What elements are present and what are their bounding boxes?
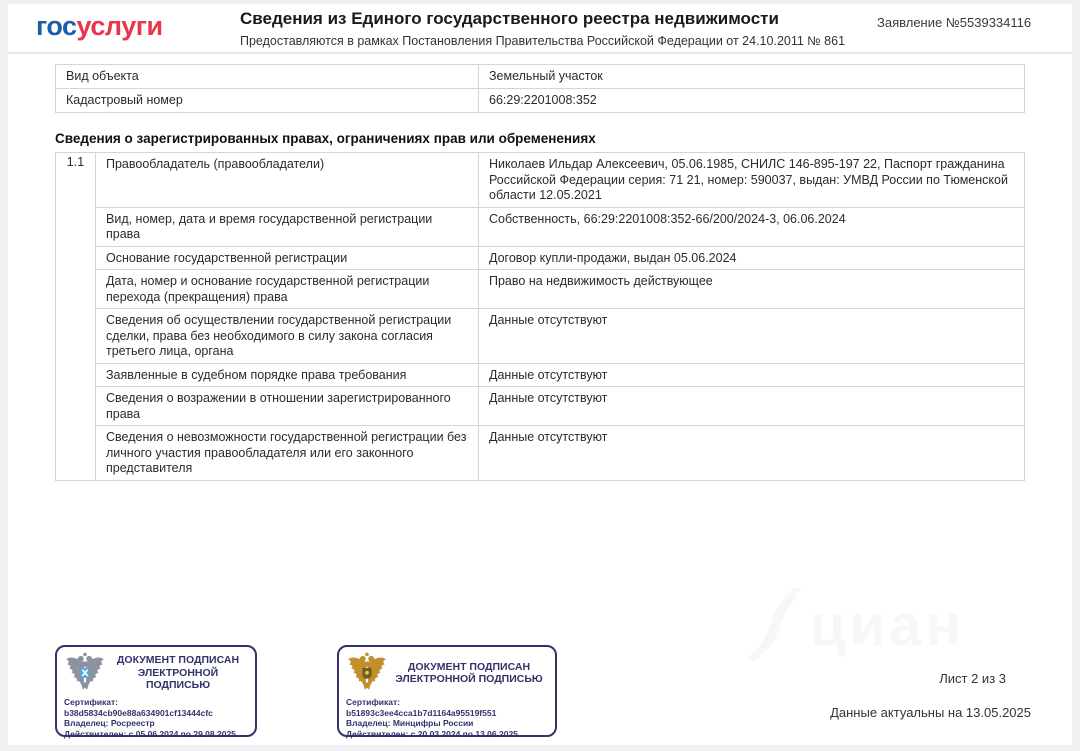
rights-table: [55, 152, 1025, 481]
stamp-title: ДОКУМЕНТ ПОДПИСАН ЭЛЕКТРОННОЙ ПОДПИСЬЮ: [116, 654, 240, 692]
item-number: 1.1: [56, 153, 96, 481]
watermark-text: [810, 592, 965, 659]
stamp-top: [57, 647, 255, 695]
row-value: Данные отсутствуют: [479, 387, 1025, 426]
cian-watermark: [740, 585, 965, 665]
object-table-row: [56, 65, 1025, 89]
stamp-certificate: Сертификат: b38d5834cb90e88a634901cf13444cfc: [64, 697, 213, 718]
rights-table-row: [56, 153, 1025, 208]
row-value: Земельный участок: [479, 65, 1025, 89]
signature-stamp-mincifry: [337, 645, 557, 737]
row-value: Собственность, 66:29:2201008:352-66/200/2024-3, 06.06.2024: [479, 207, 1025, 246]
row-value: Данные отсутствуют: [479, 309, 1025, 364]
row-label: Кадастровый номер: [56, 89, 479, 113]
row-label: Сведения об осуществлении государственной регистрации сделки, права без необходимого в силу закона согласия третьего лица, органа: [96, 309, 479, 364]
row-value: Данные отсутствуют: [479, 363, 1025, 387]
rights-table-row: [56, 309, 1025, 364]
rights-table-row: [56, 207, 1025, 246]
logo-part-red: услуги: [76, 11, 163, 41]
row-value: 66:29:2201008:352: [479, 89, 1025, 113]
stamp-details: [57, 695, 255, 739]
stamp-owner: Владелец: Росреестр: [64, 718, 155, 728]
row-label: Сведения о невозможности государственной регистрации без личного участия правообладателя или его законного представителя: [96, 426, 479, 481]
stamp-validity: Действителен: с 05.06.2024 по 29.08.2025: [64, 728, 236, 739]
stamp-owner: Владелец: Минцифры России: [346, 718, 474, 728]
object-info-table: [55, 64, 1025, 113]
signature-stamp-rosreestr: [55, 645, 257, 737]
rights-table-body: [56, 153, 1025, 481]
page-subtitle: Предоставляются в рамках Постановления Правительства Российской Федерации от 24.10.2011 № 861: [240, 34, 846, 48]
object-table-body: [56, 65, 1025, 113]
stamp-top: [339, 647, 555, 695]
stamp-title: ДОКУМЕНТ ПОДПИСАН ЭЛЕКТРОННОЙ ПОДПИСЬЮ: [395, 660, 543, 685]
application-number: Заявление №5539334116: [877, 15, 1032, 30]
rights-table-row: [56, 363, 1025, 387]
sheet-number: Лист 2 из 3: [939, 671, 1006, 686]
rights-section-title: Сведения о зарегистрированных правах, ограничениях прав или обременениях: [55, 131, 596, 146]
page-title: Сведения из Единого государственного реестра недвижимости: [240, 9, 779, 28]
row-label: Сведения о возражении в отношении зарегистрированного права: [96, 387, 479, 426]
row-label: Дата, номер и основание государственной регистрации перехода (прекращения) права: [96, 270, 479, 309]
row-label: Заявленные в судебном порядке права требования: [96, 363, 479, 387]
object-table-row: [56, 89, 1025, 113]
row-value: Право на недвижимость действующее: [479, 270, 1025, 309]
rights-table-row: [56, 270, 1025, 309]
logo-part-blue: гос: [36, 11, 77, 41]
row-label: Вид, номер, дата и время государственной регистрации права: [96, 207, 479, 246]
rights-table-row: [56, 387, 1025, 426]
rights-table-row: [56, 246, 1025, 270]
stamp-certificate: Сертификат: b51893c3ee4cca1b7d1164a95519f551: [346, 697, 497, 718]
row-label: Правообладатель (правообладатели): [96, 153, 479, 208]
row-value: Николаев Ильдар Алексеевич, 05.06.1985, СНИЛС 146-895-197 22, Паспорт гражданина Российской Федерации серия: 71 21, номер: 590037, выдан: УМВД России по Тюменской области 12.05.2021: [479, 153, 1025, 208]
row-label: Вид объекта: [56, 65, 479, 89]
stamp-details: [339, 695, 555, 739]
rosreestr-eagle-icon: [63, 651, 107, 695]
row-label: Основание государственной регистрации: [96, 246, 479, 270]
row-value: Данные отсутствуют: [479, 426, 1025, 481]
bird-icon: [740, 585, 810, 665]
row-value: Договор купли-продажи, выдан 05.06.2024: [479, 246, 1025, 270]
gosuslugi-logo: [36, 11, 163, 42]
actuality-date: Данные актуальны на 13.05.2025: [830, 705, 1031, 720]
stamp-validity: Действителен: с 20.03.2024 по 13.06.2025: [346, 728, 518, 739]
russia-eagle-gold-icon: [345, 651, 389, 695]
rights-table-row: [56, 426, 1025, 481]
